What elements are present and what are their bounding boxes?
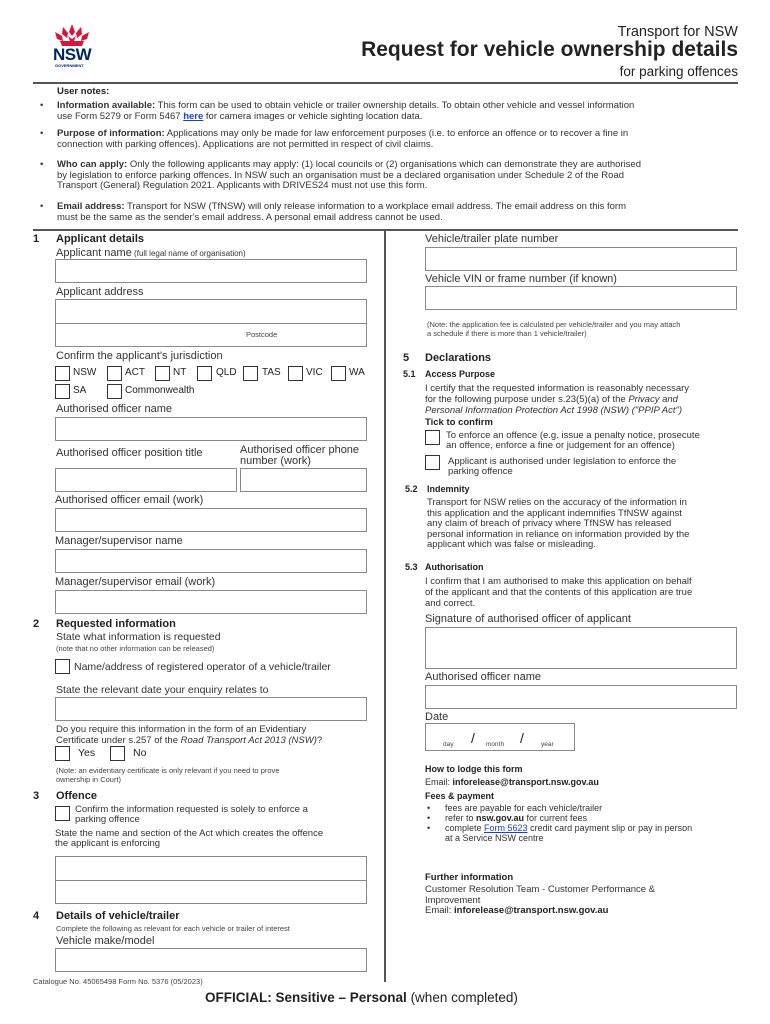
evidentiary-note-line1: (Note: an evidentiary certificate is only relevant if you need to prove [56, 766, 280, 775]
form-5623-link[interactable]: Form 5623 [484, 823, 528, 833]
checkbox-vic[interactable] [288, 366, 303, 381]
page-title: Request for vehicle ownership details [361, 38, 738, 61]
officer-name-label: Authorised officer name [56, 403, 172, 415]
plate-number-input[interactable] [425, 247, 737, 271]
jurisdiction-qld-label: QLD [216, 367, 237, 378]
phone-label-line1: Authorised officer phone [240, 444, 360, 456]
form-top-divider [33, 229, 738, 231]
plate-number-label: Vehicle/trailer plate number [425, 233, 559, 245]
checkbox-registered-operator[interactable] [55, 659, 70, 674]
applicant-name-input[interactable] [55, 259, 367, 283]
vehicle-make-label: Vehicle make/model [56, 935, 155, 947]
section-1-title: Applicant details [56, 233, 145, 245]
relevant-date-input[interactable] [55, 697, 367, 721]
fees-item-3: • complete Form 5623 credit card payment slip or pay in person at a Service NSW centre [425, 823, 692, 843]
checkbox-act[interactable] [107, 366, 122, 381]
manager-name-input[interactable] [55, 549, 367, 573]
date-separator-2: / [520, 730, 524, 746]
section-5-2-number: 5.2 [405, 484, 418, 494]
further-info-heading: Further information [425, 872, 514, 883]
classification-label: OFFICIAL: Sensitive – Personal (when completed) [205, 990, 518, 1005]
access-purpose-text: I certify that the requested information is reasonably necessary for the following purpose under s.23(5)(a) of the Privacy and Personal Information Protection Act 1998 (NSW) ("PPIP Act") [425, 383, 690, 416]
vin-label: Vehicle VIN or frame number (if known) [425, 273, 617, 285]
vin-input[interactable] [425, 286, 737, 310]
evidentiary-yes-label: Yes [78, 747, 96, 759]
position-title-label: Authorised officer position title [56, 447, 203, 459]
officer-email-label: Authorised officer email (work) [55, 494, 204, 506]
checkbox-commonwealth[interactable] [107, 384, 122, 399]
checkbox-enforce-offence[interactable] [425, 430, 440, 445]
checkbox-evidentiary-yes[interactable] [55, 746, 70, 761]
date-input[interactable] [425, 723, 575, 751]
jurisdiction-wa-label: WA [349, 367, 365, 378]
section-5-3-number: 5.3 [405, 562, 418, 572]
position-title-input[interactable] [55, 468, 237, 492]
jurisdiction-nsw-label: NSW [73, 367, 97, 378]
fees-list [425, 803, 692, 843]
applicant-address-input[interactable] [55, 299, 367, 324]
section-3-number: 3 [33, 790, 40, 802]
checkbox-nsw[interactable] [55, 366, 70, 381]
authorised-legislation-line1: Applicant is authorised under legislation to enforce the [448, 456, 677, 467]
officer-email-input[interactable] [55, 508, 367, 532]
header-divider [33, 82, 738, 84]
jurisdiction-vic-label: VIC [306, 367, 323, 378]
relevant-date-label: State the relevant date your enquiry relates to [56, 684, 269, 696]
date-label: Date [425, 711, 449, 723]
checkbox-nt[interactable] [155, 366, 170, 381]
agency-name: Transport for NSW [617, 24, 738, 40]
signature-input[interactable] [425, 627, 737, 669]
act-name-input-line1[interactable] [55, 856, 367, 881]
evidentiary-no-label: No [133, 747, 147, 759]
date-separator-1: / [471, 730, 475, 746]
user-notes-heading: User notes: [57, 86, 110, 97]
section-4-number: 4 [33, 910, 40, 922]
section-4-title: Details of vehicle/trailer [56, 910, 180, 922]
phone-label-line2: number (work) [240, 455, 311, 467]
applicant-suburb-input[interactable] [55, 323, 367, 347]
date-day-label: day [443, 741, 454, 748]
checkbox-wa[interactable] [331, 366, 346, 381]
enforce-offence-line2: an offence, enforce a fine or judgement for an offence) [446, 440, 675, 451]
date-month-label: month [486, 741, 505, 748]
fees-heading: Fees & payment [425, 791, 495, 801]
section-2-number: 2 [33, 618, 40, 630]
section-3-title: Offence [56, 790, 97, 802]
act-name-label-line1: State the name and section of the Act which creates the offence [55, 828, 324, 839]
act-name-input-line2[interactable] [55, 880, 367, 904]
fee-note-line2: a schedule if there is more than 1 vehicle/trailer) [427, 329, 587, 338]
checkbox-sa[interactable] [55, 384, 70, 399]
authorised-officer-name-label: Authorised officer name [425, 671, 541, 683]
jurisdiction-act-label: ACT [125, 367, 145, 378]
column-divider [384, 230, 386, 982]
section-5-3-title: Authorisation [425, 562, 484, 572]
jurisdiction-commonwealth-label: Commonwealth [125, 385, 195, 396]
manager-email-input[interactable] [55, 590, 367, 614]
state-info-label: State what information is requested [56, 631, 221, 643]
nsw-government-logo [52, 22, 92, 68]
section-5-title: Declarations [425, 352, 492, 364]
authorised-officer-name-input[interactable] [425, 685, 737, 709]
logo-wordmark: NSW [53, 45, 92, 64]
section-5-1-title: Access Purpose [425, 369, 496, 379]
checkbox-tas[interactable] [243, 366, 258, 381]
section-5-2-title: Indemnity [427, 484, 470, 494]
signature-label: Signature of authorised officer of applicant [425, 613, 631, 625]
manager-name-label: Manager/supervisor name [55, 535, 183, 547]
postcode-label: Postcode [246, 330, 278, 339]
jurisdiction-label: Confirm the applicant's jurisdiction [56, 350, 223, 362]
user-note-4: • Email address: Transport for NSW (TfNSW) will only release information to a workplace email address. The email address on this form must be the same as the sender's email address. A personal email address cannot be used. [40, 201, 626, 223]
authorised-legislation-line2: parking offence [448, 466, 513, 477]
confirm-parking-line2: parking offence [75, 814, 140, 825]
officer-name-input[interactable] [55, 417, 367, 441]
section-5-number: 5 [403, 352, 410, 364]
applicant-address-label: Applicant address [56, 286, 144, 298]
checkbox-evidentiary-no[interactable] [110, 746, 125, 761]
date-year-label: year [541, 741, 554, 748]
section-1-number: 1 [33, 233, 40, 245]
lodge-heading: How to lodge this form [425, 764, 523, 774]
logo-subtext: GOVERNMENT [55, 63, 84, 68]
checkbox-authorised-legislation[interactable] [425, 455, 440, 470]
phone-input[interactable] [240, 468, 367, 492]
section-4-note: Complete the following as relevant for each vehicle or trailer of interest [56, 924, 290, 933]
jurisdiction-tas-label: TAS [262, 367, 281, 378]
enforce-offence-line1: To enforce an offence (e.g. issue a penalty notice, prosecute [446, 430, 700, 441]
further-info-text: Customer Resolution Team - Customer Performance & Improvement Email: inforelease@transport.nsw.gov.au [425, 884, 656, 916]
catalogue-number: Catalogue No. 45065498 Form No. 5376 (05/2023) [33, 977, 203, 986]
act-name-label-line2: the applicant is enforcing [55, 838, 161, 849]
authorisation-text: I confirm that I am authorised to make this application on behalf of the applicant and that the contents of this application are true and correct. [425, 576, 693, 609]
applicant-name-label: Applicant name (full legal name of organisation) [56, 247, 246, 259]
tick-to-confirm-label: Tick to confirm [425, 417, 493, 428]
checkbox-qld[interactable] [197, 366, 212, 381]
manager-email-label: Manager/supervisor email (work) [55, 576, 216, 588]
fees-item-1: • fees are payable for each vehicle/trailer [425, 803, 692, 813]
here-link[interactable]: here [183, 110, 204, 122]
evidentiary-note-line2: ownership in Court) [56, 775, 122, 784]
state-info-note: (note that no other information can be released) [56, 644, 215, 653]
confirm-parking-line1: Confirm the information requested is solely to enforce a [75, 804, 308, 815]
user-note-2: • Purpose of information: Applications may only be made for law enforcement purposes (i.e. to enforce an offence or to recover a fine in connection with parking offences). Applications are not permitted in respect of civil claims. [40, 128, 629, 150]
fees-item-2: • refer to nsw.gov.au for current fees [425, 813, 692, 823]
indemnity-text: Transport for NSW relies on the accuracy of the information in this application and the applicant indemnifies TfNSW against any claim of breach of privacy where TfNSW has released personal information in reliance on information provided by the applicant which was false or misleading. [427, 497, 690, 550]
evidentiary-question-line1: Do you require this information in the form of an Evidentiary [56, 724, 307, 735]
user-note-1: • Information available: This form can be used to obtain vehicle or trailer ownership details. To obtain other vehicle and vessel information use Form 5279 or Form 5467 here for camera images or vehicle sighting location data. [40, 100, 635, 122]
jurisdiction-sa-label: SA [73, 385, 87, 396]
registered-operator-label: Name/address of registered operator of a vehicle/trailer [74, 661, 331, 673]
checkbox-confirm-parking-offence[interactable] [55, 806, 70, 821]
fee-note-line1: (Note: the application fee is calculated per vehicle/trailer and you may attach [427, 320, 681, 329]
section-2-title: Requested information [56, 618, 176, 630]
lodge-email: Email: inforelease@transport.nsw.gov.au [425, 777, 599, 787]
page-subtitle: for parking offences [619, 64, 738, 79]
section-5-1-number: 5.1 [403, 369, 416, 379]
vehicle-make-input[interactable] [55, 948, 367, 972]
user-note-3: • Who can apply: Only the following applicants may apply: (1) local councils or (2) organisations which can demonstrate they are authorised by legislation to enforce parking offences. In NSW such an organisation must be a declared organisation under Schedule 2 of the Road Transport (General) Regulation 2021. Applicants with DRIVES24 must not use this form. [40, 159, 641, 191]
jurisdiction-nt-label: NT [173, 367, 187, 378]
evidentiary-question-line2: Certificate under s.257 of the Road Transport Act 2013 (NSW)? [56, 735, 323, 746]
